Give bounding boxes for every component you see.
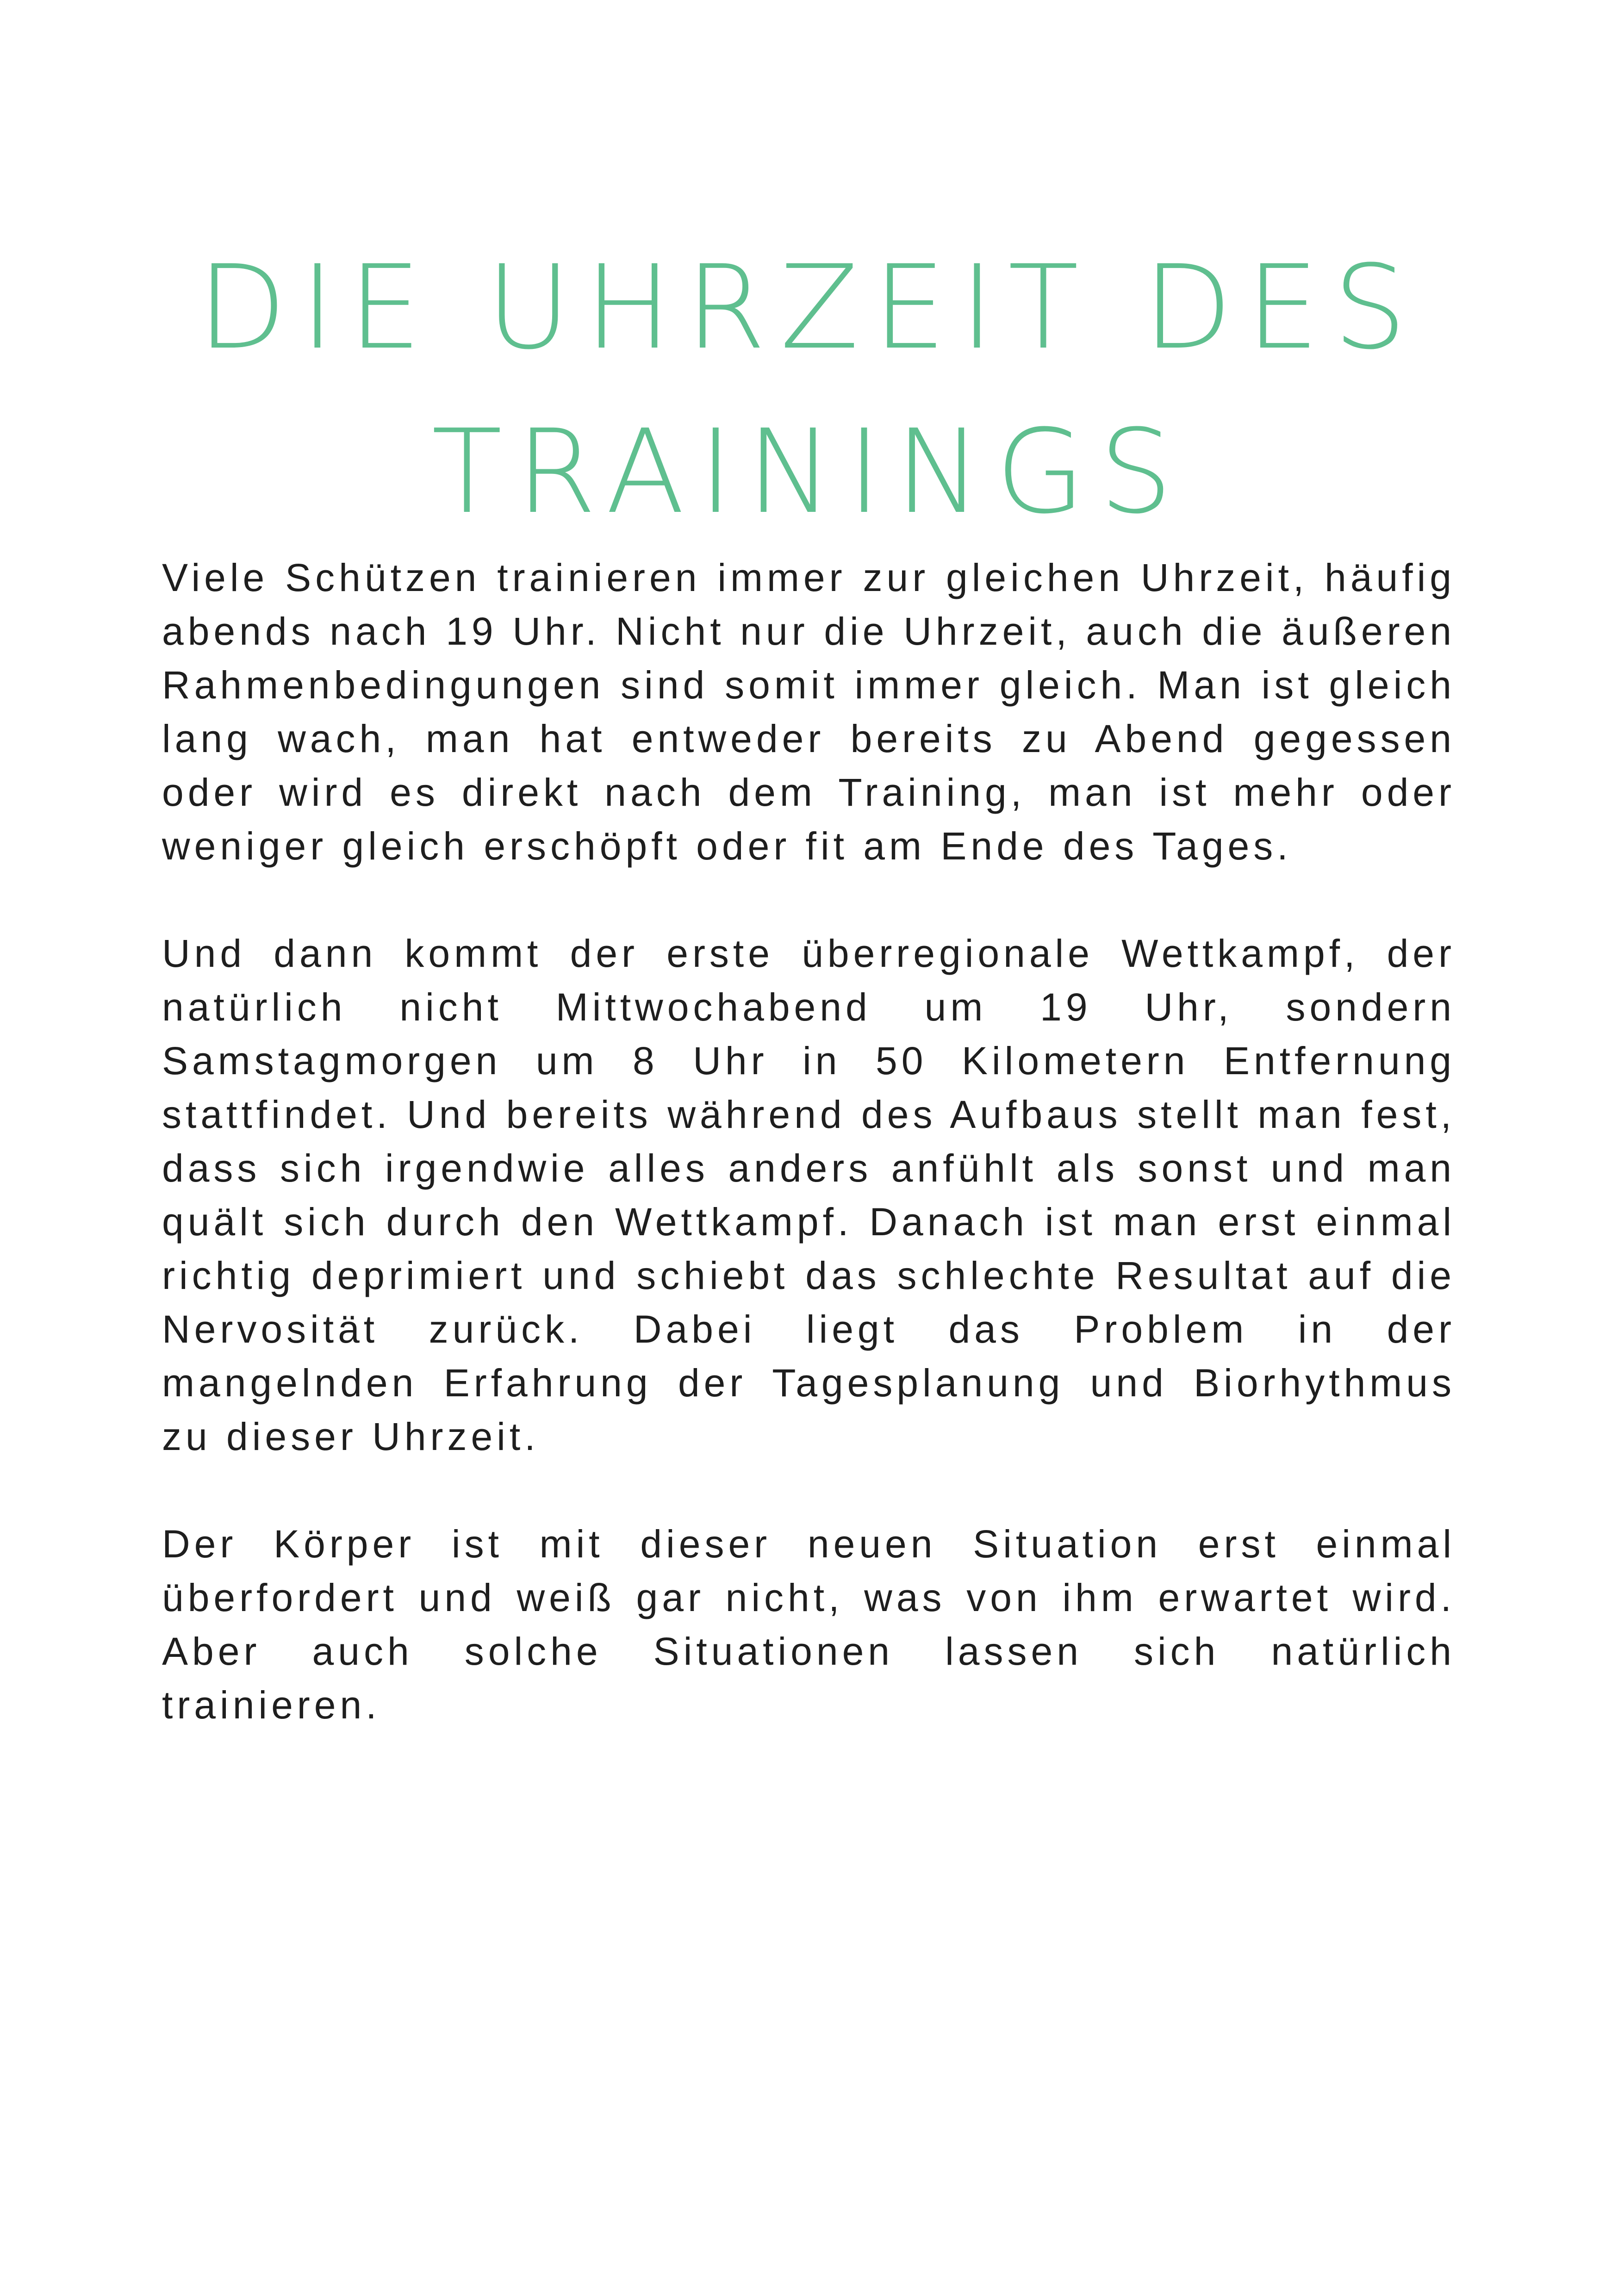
page-title-line-2: TRAININGS <box>431 404 1187 539</box>
paragraph-2: Und dann kommt der erste überregionale Wettkampf, der natürlich nicht Mittwochabend um 19 Uhr, sondern Samstagmorgen um 8 Uhr in 50 Kilometern Entfernung stattfindet. Und bereits während des Aufbaus stellt man fest, dass sich irgendwie alles anders anfühlt als sonst und man quält sich durch den Wettkampf. Danach ist man erst einmal richtig deprimiert und schiebt das schlechte Resultat auf die Nervosität zurück. Dabei liegt das Problem in der mangelnden Erfahrung der Tagesplanung und Biorhythmus zu dieser Uhrzeit. <box>162 932 1456 1458</box>
paragraph-1: Viele Schützen trainieren immer zur gleichen Uhrzeit, häufig abends nach 19 Uhr. Nicht nur die Uhrzeit, auch die äußeren Rahmenbedingungen sind somit immer gleich. Man ist gleich lang wach, man hat entweder bereits zu Abend gegessen oder wird es direkt nach dem Training, man ist mehr oder weniger gleich erschöpft oder fit am Ende des Tages. <box>162 556 1456 868</box>
paragraph-3: Der Körper ist mit dieser neuen Situation erst einmal überfordert und weiß gar nicht, was von ihm erwartet wird. Aber auch solche Situationen lassen sich natürlich trainieren. <box>162 1522 1456 1727</box>
page-title-line-1: DIE UHRZEIT DES <box>197 240 1421 375</box>
body-text <box>162 551 1456 1786</box>
